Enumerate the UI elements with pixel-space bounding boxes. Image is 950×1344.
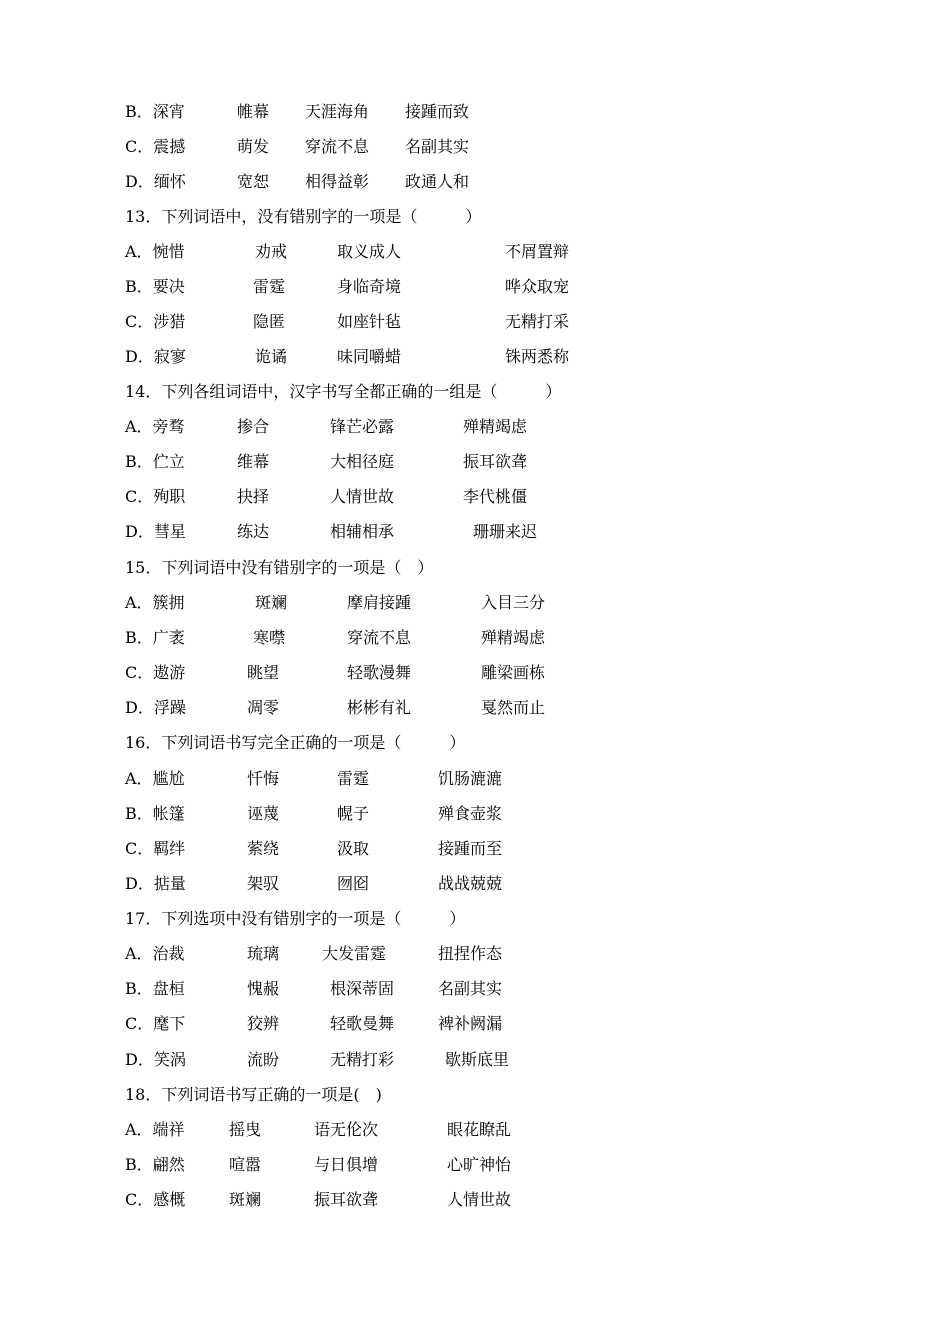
- option-word: 戛然而止: [481, 698, 546, 717]
- option-word: 取义成人: [337, 242, 402, 261]
- question-stem: 14．下列各组词语中，汉字书写全都正确的一组是（ ）: [125, 382, 562, 401]
- option-word: 歇斯底里: [445, 1050, 510, 1069]
- option-word: 愧赧: [247, 979, 280, 998]
- option-letter-word: C．殉职: [125, 487, 186, 506]
- option-letter-word: D．彗星: [125, 522, 186, 541]
- option-letter-word: B．盘桓: [125, 979, 185, 998]
- option-word: 萦绕: [247, 839, 280, 858]
- option-word: 名副其实: [438, 979, 503, 998]
- option-letter-word: B．深宵: [125, 102, 185, 121]
- option-letter-word: A．端祥: [125, 1120, 185, 1139]
- question-stem: 18．下列词语书写正确的一项是( ): [125, 1085, 382, 1104]
- option-word: 诡谲: [255, 347, 288, 366]
- option-word: 振耳欲聋: [314, 1190, 379, 1209]
- option-word: 相辅相承: [330, 522, 395, 541]
- option-word: 狡辨: [247, 1014, 280, 1033]
- option-letter-word: B．广袤: [125, 628, 185, 647]
- option-word: 轻歌漫舞: [347, 663, 412, 682]
- option-letter-word: A．簇拥: [125, 593, 185, 612]
- option-letter-word: B．伫立: [125, 452, 185, 471]
- option-letter-word: A．治裁: [125, 944, 185, 963]
- option-word: 政通人和: [405, 172, 470, 191]
- option-word: 摩肩接踵: [347, 593, 412, 612]
- option-word: 振耳欲聋: [463, 452, 528, 471]
- option-word: 李代桃僵: [463, 487, 528, 506]
- option-word: 大相径庭: [330, 452, 395, 471]
- option-word: 扭捏作态: [438, 944, 503, 963]
- option-word: 铢两悉称: [505, 347, 570, 366]
- option-word: 斑斓: [229, 1190, 262, 1209]
- option-word: 语无伦次: [314, 1120, 379, 1139]
- question-stem: 15．下列词语中没有错别字的一项是（ ）: [125, 558, 434, 577]
- option-letter-word: A．旁骛: [125, 417, 185, 436]
- option-letter-word: C．遨游: [125, 663, 186, 682]
- option-word: 接踵而致: [405, 102, 470, 121]
- option-word: 殚精竭虑: [481, 628, 546, 647]
- option-word: 人情世故: [447, 1190, 512, 1209]
- option-word: 味同嚼蜡: [337, 347, 402, 366]
- option-word: 根深蒂固: [330, 979, 395, 998]
- option-letter-word: D．寂寥: [125, 347, 186, 366]
- option-word: 忏悔: [247, 769, 280, 788]
- option-word: 斑斓: [255, 593, 288, 612]
- option-word: 帷幕: [237, 102, 270, 121]
- option-word: 喧嚣: [229, 1155, 262, 1174]
- option-word: 无精打采: [505, 312, 570, 331]
- option-word: 天涯海角: [305, 102, 370, 121]
- option-word: 饥肠漉漉: [438, 769, 503, 788]
- option-word: 雕梁画栋: [481, 663, 546, 682]
- option-word: 与日俱增: [314, 1155, 379, 1174]
- option-word: 相得益彰: [305, 172, 370, 191]
- option-word: 身临奇境: [337, 277, 402, 296]
- option-word: 珊珊来迟: [473, 522, 538, 541]
- option-word: 汲取: [337, 839, 370, 858]
- option-letter-word: B．要决: [125, 277, 185, 296]
- option-word: 幌子: [337, 804, 370, 823]
- question-stem: 13．下列词语中，没有错别字的一项是（ ）: [125, 207, 482, 226]
- option-letter-word: D．掂量: [125, 874, 186, 893]
- option-word: 眼花瞭乱: [447, 1120, 512, 1139]
- question-stem: 16．下列词语书写完全正确的一项是（ ）: [125, 733, 466, 752]
- option-letter-word: C．麾下: [125, 1014, 186, 1033]
- option-word: 囫囵: [337, 874, 370, 893]
- option-letter-word: D．笑涡: [125, 1050, 186, 1069]
- question-stem: 17．下列选项中没有错别字的一项是（ ）: [125, 909, 466, 928]
- option-word: 维幕: [237, 452, 270, 471]
- option-word: 雷霆: [337, 769, 370, 788]
- option-word: 练达: [237, 522, 270, 541]
- option-letter-word: D．浮躁: [125, 698, 186, 717]
- option-word: 轻歌曼舞: [330, 1014, 395, 1033]
- option-word: 架驭: [247, 874, 280, 893]
- option-word: 穿流不息: [305, 137, 370, 156]
- option-word: 入目三分: [481, 593, 546, 612]
- option-word: 名副其实: [405, 137, 470, 156]
- option-word: 眺望: [247, 663, 280, 682]
- option-word: 不屑置辩: [505, 242, 570, 261]
- option-word: 殚精竭虑: [463, 417, 528, 436]
- option-word: 锋芒必露: [330, 417, 395, 436]
- option-word: 如座针毡: [337, 312, 402, 331]
- option-word: 大发雷霆: [322, 944, 387, 963]
- option-word: 劝戒: [255, 242, 288, 261]
- option-word: 人情世故: [330, 487, 395, 506]
- option-word: 裨补阙漏: [438, 1014, 503, 1033]
- option-word: 穿流不息: [347, 628, 412, 647]
- option-word: 摇曳: [229, 1120, 262, 1139]
- option-letter-word: B．翩然: [125, 1155, 185, 1174]
- option-word: 接踵而至: [438, 839, 503, 858]
- option-word: 萌发: [237, 137, 270, 156]
- option-word: 宽恕: [237, 172, 270, 191]
- option-word: 战战兢兢: [438, 874, 503, 893]
- option-word: 隐匿: [253, 312, 286, 331]
- option-letter-word: C．羁绊: [125, 839, 186, 858]
- option-letter-word: B．帐篷: [125, 804, 185, 823]
- option-letter-word: C．感概: [125, 1190, 186, 1209]
- option-word: 抉择: [237, 487, 270, 506]
- option-letter-word: A．尴尬: [125, 769, 185, 788]
- option-word: 寒噤: [253, 628, 286, 647]
- option-word: 琉璃: [247, 944, 280, 963]
- option-word: 哗众取宠: [505, 277, 570, 296]
- option-word: 殚食壶浆: [438, 804, 503, 823]
- option-letter-word: D．缅怀: [125, 172, 186, 191]
- option-word: 诬蔑: [247, 804, 280, 823]
- option-letter-word: A．惋惜: [125, 242, 185, 261]
- option-word: 流盼: [247, 1050, 280, 1069]
- option-word: 彬彬有礼: [347, 698, 412, 717]
- option-letter-word: C．震撼: [125, 137, 186, 156]
- option-word: 心旷神怡: [447, 1155, 512, 1174]
- option-word: 无精打彩: [330, 1050, 395, 1069]
- option-word: 雷霆: [253, 277, 286, 296]
- option-word: 凋零: [247, 698, 280, 717]
- option-letter-word: C．涉猎: [125, 312, 186, 331]
- option-word: 掺合: [237, 417, 270, 436]
